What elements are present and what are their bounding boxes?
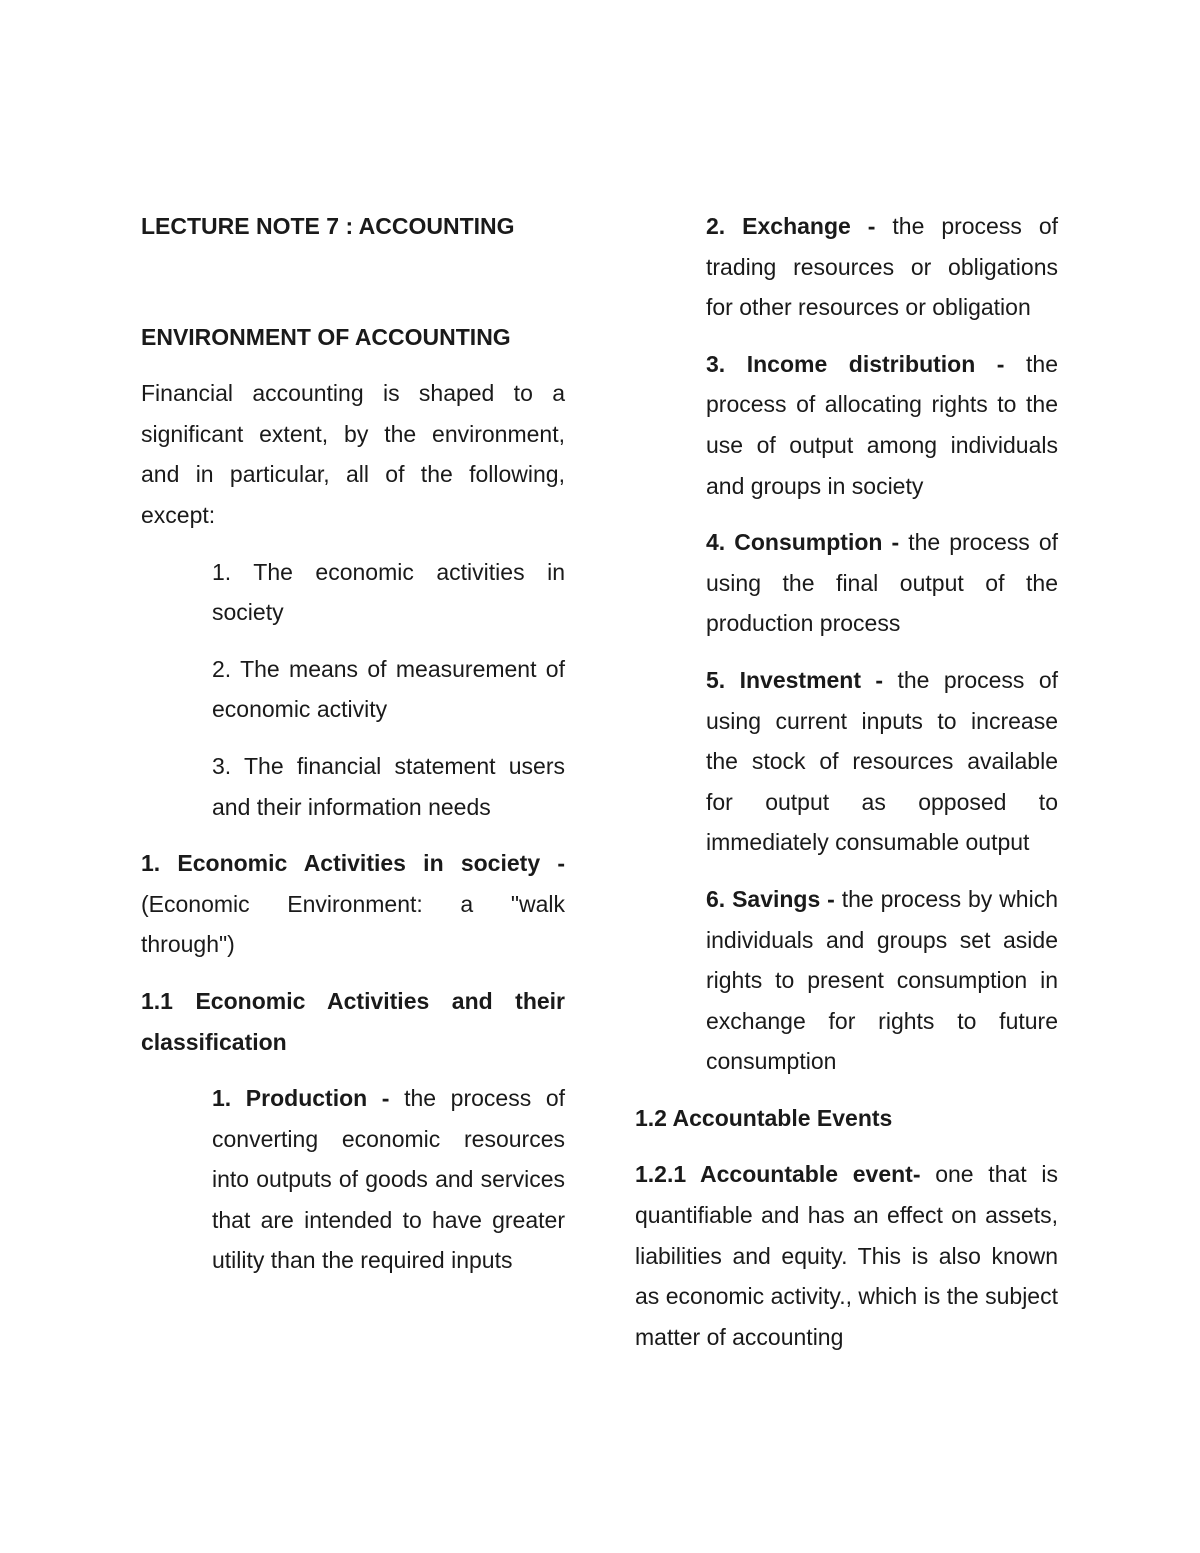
subsection-economic-activities (141, 843, 565, 965)
definition: the process of trading resources or obligations for other resources or obligation (706, 213, 1058, 321)
term: 4. Consumption - (706, 529, 900, 556)
left-column (141, 206, 565, 1281)
term: 5. Investment - (706, 666, 884, 693)
item-income-distribution (635, 344, 1058, 506)
intro-paragraph: Financial accounting is shaped to a significant extent, by the environment, and in particular, all of the following, except: (141, 380, 565, 528)
definition: the process of using the final output of the production process (706, 529, 1059, 637)
definition: the process of allocating rights to the use of output among individuals and groups in society (706, 350, 1058, 499)
accountable-event-definition (635, 1154, 1058, 1357)
item-savings (635, 879, 1058, 1082)
definition: one that is quantifiable and has an effect on assets, liabilities and equity. This is also known as economic activity., which is the subject matter of accounting (635, 1161, 1058, 1350)
definition: the process of using current inputs to increase the stock of resources available for output as opposed to immediately consumable output (706, 666, 1059, 856)
section-heading: ENVIRONMENT OF ACCOUNTING (141, 323, 511, 350)
list-item: 3. The financial statement users and their information needs (212, 752, 565, 820)
subsection-heading-1-2: 1.2 Accountable Events (635, 1104, 893, 1131)
item-investment (635, 660, 1058, 863)
definition: the process by which individuals and groups set aside rights to present consumption in exchange for rights to future consumption (706, 885, 1058, 1075)
term: 1. Production - (212, 1085, 390, 1112)
term: 1.2.1 Accountable event- (635, 1161, 921, 1188)
subsection-heading-1-1: 1.1 Economic Activities and their classification (141, 987, 565, 1055)
term: 2. Exchange - (706, 213, 876, 239)
item-production (141, 1078, 565, 1281)
definition: (Economic Environment: a "walk through") (141, 890, 565, 958)
right-column (635, 206, 1058, 1357)
term: 1. Economic Activities in society - (141, 850, 565, 877)
environment-list (141, 552, 565, 828)
item-exchange (635, 206, 1058, 328)
document-title: LECTURE NOTE 7 : ACCOUNTING (141, 213, 515, 239)
item-consumption (635, 522, 1058, 644)
term: 3. Income distribution - (706, 350, 1005, 377)
list-item: 1. The economic activities in society (212, 558, 565, 626)
list-item: 2. The means of measurement of economic activity (212, 655, 565, 723)
term: 6. Savings - (706, 885, 835, 912)
definition: the process of converting economic resources into outputs of goods and services that are intended to have greater utility than the required inputs (212, 1085, 566, 1274)
